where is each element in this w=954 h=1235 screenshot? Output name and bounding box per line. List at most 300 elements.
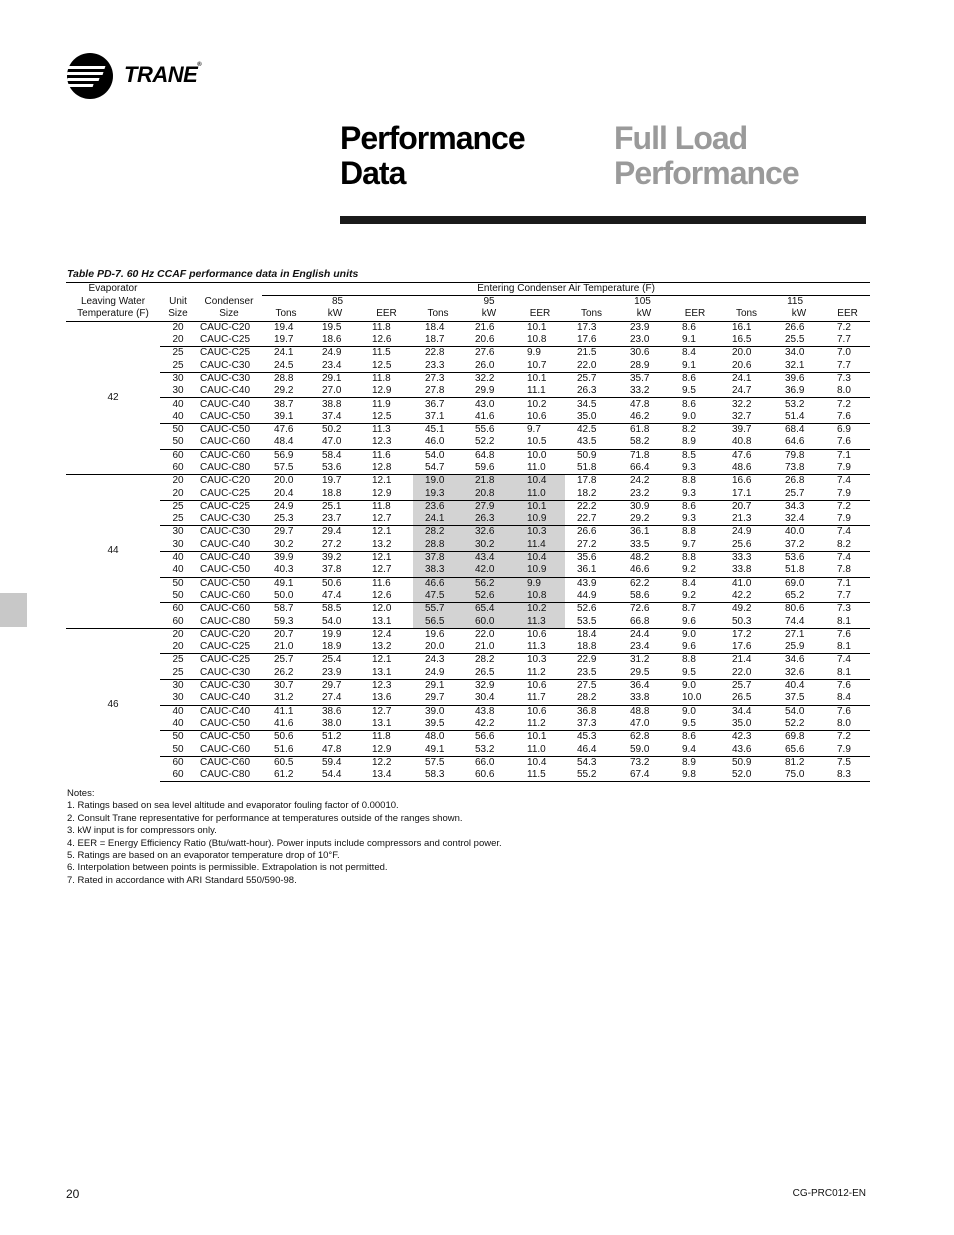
cell-value: 12.6 xyxy=(372,589,392,601)
cell-value: 22.7 xyxy=(577,513,597,525)
cell-value: 17.8 xyxy=(565,475,618,488)
cell-condenser-size: CAUC-C30 xyxy=(196,526,262,539)
cell-value: 18.7 xyxy=(425,334,445,346)
cell-unit-size: 20 xyxy=(160,475,196,488)
cell-value: 18.6 xyxy=(322,334,342,346)
cell-unit-size: 40 xyxy=(172,717,184,729)
cell-value: 11.2 xyxy=(527,666,546,678)
cell-condenser-size: CAUC-C40 xyxy=(200,538,251,550)
header-row-metrics xyxy=(66,308,870,321)
cell-value: 10.1 xyxy=(515,372,565,385)
cell-value: 22.0 xyxy=(732,666,752,678)
cell-condenser-size: CAUC-C30 xyxy=(196,679,262,692)
cell-value: 29.9 xyxy=(475,385,495,397)
cell-value: 27.1 xyxy=(773,628,825,641)
cell-value: 53.5 xyxy=(577,615,597,627)
cell-unit-size: 20 xyxy=(160,628,196,641)
cell-unit-size: 25 xyxy=(172,359,184,371)
cell-value: 50.0 xyxy=(274,589,294,601)
cell-value: 28.9 xyxy=(630,359,650,371)
header-ambient-temperature: Entering Condenser Air Temperature (F) xyxy=(262,283,870,296)
cell-value: 9.4 xyxy=(682,743,696,755)
cell-value: 9.7 xyxy=(682,538,696,550)
cell-value: 10.4 xyxy=(515,551,565,564)
cell-value: 6.9 xyxy=(825,423,870,436)
cell-value: 58.3 xyxy=(413,769,463,782)
cell-value: 12.6 xyxy=(372,334,392,346)
cell-value: 52.2 xyxy=(785,717,805,729)
cell-unit-size: 60 xyxy=(160,603,196,616)
cell-value: 11.1 xyxy=(527,385,546,397)
cell-value: 22.0 xyxy=(577,359,597,371)
cell-value: 9.8 xyxy=(670,769,720,782)
cell-value: 20.0 xyxy=(425,641,445,653)
cell-value: 12.7 xyxy=(372,513,392,525)
document-code: CG-PRC012-EN xyxy=(792,1188,866,1199)
cell-value: 11.8 xyxy=(360,321,413,334)
cell-value: 53.6 xyxy=(322,462,342,473)
header-tons: Tons xyxy=(262,308,310,321)
cell-value: 26.0 xyxy=(475,359,495,371)
cell-value: 8.1 xyxy=(837,666,851,678)
cell-value: 36.8 xyxy=(565,705,618,718)
table-row xyxy=(66,769,870,782)
cell-value: 47.0 xyxy=(630,717,650,729)
cell-value: 11.2 xyxy=(527,717,546,729)
cell-value: 54.0 xyxy=(322,615,342,627)
cell-value: 52.0 xyxy=(720,769,773,782)
cell-value: 64.6 xyxy=(785,436,805,448)
cell-value: 9.9 xyxy=(515,577,565,590)
cell-value: 72.6 xyxy=(618,603,670,616)
header-kw: kW xyxy=(310,308,360,321)
cell-value: 10.1 xyxy=(515,731,565,744)
cell-condenser-size: CAUC-C50 xyxy=(200,564,251,576)
cell-value: 12.9 xyxy=(372,385,392,397)
cell-unit-size: 50 xyxy=(160,423,196,436)
cell-unit-size: 60 xyxy=(172,462,184,473)
cell-value: 43.9 xyxy=(565,577,618,590)
cell-value: 8.4 xyxy=(670,347,720,360)
cell-value: 39.9 xyxy=(262,551,310,564)
header-evaporator-line2: Leaving Water xyxy=(80,295,146,307)
trane-logo-icon xyxy=(66,52,114,100)
cell-value: 7.1 xyxy=(825,449,870,462)
cell-value: 8.6 xyxy=(670,500,720,513)
cell-value: 66.4 xyxy=(630,462,650,473)
cell-value: 58.6 xyxy=(630,589,650,601)
cell-value: 48.2 xyxy=(618,551,670,564)
cell-value: 55.6 xyxy=(463,423,515,436)
cell-value: 56.5 xyxy=(413,615,463,628)
cell-value: 17.6 xyxy=(732,641,752,653)
cell-value: 8.4 xyxy=(837,692,851,704)
cell-unit-size: 60 xyxy=(172,615,184,627)
table-row xyxy=(66,743,870,756)
cell-value: 13.6 xyxy=(372,692,392,704)
cell-value: 12.5 xyxy=(372,359,392,371)
cell-value: 59.6 xyxy=(475,462,495,473)
cell-value: 51.8 xyxy=(577,462,597,473)
cell-value: 61.8 xyxy=(618,423,670,436)
cell-condenser-size: CAUC-C25 xyxy=(196,500,262,513)
cell-value: 13.4 xyxy=(360,769,413,782)
table-row xyxy=(66,462,870,475)
cell-value: 36.9 xyxy=(785,385,805,397)
cell-value: 23.9 xyxy=(618,321,670,334)
cell-value: 48.6 xyxy=(732,462,752,473)
cell-value: 9.6 xyxy=(682,641,696,653)
cell-value: 57.5 xyxy=(274,462,294,473)
trane-logo xyxy=(66,52,216,100)
cell-value: 57.5 xyxy=(413,756,463,769)
cell-value: 35.7 xyxy=(618,372,670,385)
cell-value: 23.9 xyxy=(322,666,342,678)
cell-value: 11.5 xyxy=(360,347,413,360)
cell-unit-size: 60 xyxy=(160,769,196,782)
cell-value: 28.2 xyxy=(413,526,463,539)
cell-value: 12.0 xyxy=(360,603,413,616)
cell-value: 54.4 xyxy=(310,769,360,782)
cell-value: 29.1 xyxy=(310,372,360,385)
header-unit-line2: Size xyxy=(160,308,196,321)
cell-value: 36.1 xyxy=(618,526,670,539)
cell-value: 11.7 xyxy=(527,692,546,704)
cell-value: 7.9 xyxy=(837,462,851,473)
cell-value: 19.5 xyxy=(310,321,360,334)
cell-unit-size: 50 xyxy=(160,577,196,590)
section-subtitle: Full Load Performance xyxy=(614,120,799,191)
cell-value: 54.3 xyxy=(565,756,618,769)
cell-value: 25.1 xyxy=(310,500,360,513)
cell-value: 38.8 xyxy=(310,398,360,411)
cell-value: 28.2 xyxy=(463,654,515,667)
cell-value: 56.9 xyxy=(262,449,310,462)
cell-unit-size: 40 xyxy=(172,564,184,576)
cell-value: 23.2 xyxy=(630,487,650,499)
cell-value: 54.0 xyxy=(413,449,463,462)
cell-value: 11.0 xyxy=(527,462,546,473)
cell-value: 9.5 xyxy=(682,717,696,729)
cell-value: 10.3 xyxy=(515,526,565,539)
cell-value: 11.5 xyxy=(515,769,565,782)
cell-value: 18.4 xyxy=(413,321,463,334)
table-row xyxy=(66,577,870,590)
cell-value: 7.6 xyxy=(825,705,870,718)
cell-value: 47.6 xyxy=(262,423,310,436)
cell-value: 39.2 xyxy=(310,551,360,564)
cell-value: 25.7 xyxy=(262,654,310,667)
brand-name: TRANE xyxy=(124,62,198,87)
cell-value: 11.3 xyxy=(527,641,546,653)
cell-value: 22.2 xyxy=(565,500,618,513)
cell-value: 19.9 xyxy=(310,628,360,641)
cell-value: 13.1 xyxy=(372,717,392,729)
cell-value: 21.0 xyxy=(274,641,294,653)
cell-value: 8.1 xyxy=(837,615,851,627)
cell-value: 25.4 xyxy=(310,654,360,667)
header-row-ambients xyxy=(66,296,870,309)
table-row xyxy=(66,615,870,628)
cell-value: 7.3 xyxy=(825,603,870,616)
cell-condenser-size: CAUC-C60 xyxy=(200,436,251,448)
cell-value: 9.3 xyxy=(682,462,696,473)
cell-value: 31.2 xyxy=(274,692,294,704)
cell-value: 23.4 xyxy=(322,359,342,371)
note-item: 5. Ratings are based on an evaporator temperature drop of 10°F. xyxy=(67,850,340,862)
cell-value: 24.9 xyxy=(720,526,773,539)
cell-value: 43.4 xyxy=(463,551,515,564)
cell-value: 12.1 xyxy=(360,475,413,488)
cell-value: 33.8 xyxy=(630,692,650,704)
cell-value: 46.6 xyxy=(413,577,463,590)
header-tons: Tons xyxy=(720,308,773,321)
table-row xyxy=(66,526,870,539)
cell-value: 62.8 xyxy=(618,731,670,744)
cell-value: 19.7 xyxy=(310,475,360,488)
cell-value: 10.9 xyxy=(515,564,565,577)
cell-value: 26.3 xyxy=(577,385,597,397)
table-row xyxy=(66,705,870,718)
cell-value: 7.6 xyxy=(825,628,870,641)
cell-unit-size: 30 xyxy=(160,679,196,692)
cell-value: 18.8 xyxy=(577,641,597,653)
cell-value: 11.8 xyxy=(360,372,413,385)
cell-value: 50.6 xyxy=(310,577,360,590)
cell-value: 81.2 xyxy=(773,756,825,769)
cell-value: 65.2 xyxy=(785,589,805,601)
header-row-ambient xyxy=(66,283,870,296)
cell-unit-size: 30 xyxy=(172,692,184,704)
cell-value: 47.0 xyxy=(322,436,342,448)
cell-condenser-size: CAUC-C80 xyxy=(196,769,262,782)
cell-value: 7.2 xyxy=(825,500,870,513)
cell-value: 32.4 xyxy=(785,513,805,525)
cell-value: 32.6 xyxy=(785,666,805,678)
cell-value: 80.6 xyxy=(773,603,825,616)
cell-value: 11.6 xyxy=(360,577,413,590)
cell-condenser-size: CAUC-C25 xyxy=(196,347,262,360)
cell-value: 54.7 xyxy=(425,462,445,473)
cell-value: 12.1 xyxy=(360,551,413,564)
cell-value: 11.3 xyxy=(360,423,413,436)
cell-unit-size: 40 xyxy=(160,705,196,718)
cell-value: 36.4 xyxy=(618,679,670,692)
cell-evaporator-temp: 42 xyxy=(107,391,119,403)
cell-value: 9.2 xyxy=(682,589,696,601)
cell-value: 10.7 xyxy=(527,359,547,371)
cell-value: 43.5 xyxy=(577,436,597,448)
cell-value: 32.2 xyxy=(720,398,773,411)
cell-value: 47.5 xyxy=(413,590,463,603)
cell-value: 24.4 xyxy=(618,628,670,641)
table-row xyxy=(66,487,870,500)
cell-value: 8.6 xyxy=(670,372,720,385)
cell-value: 29.7 xyxy=(425,692,445,704)
cell-value: 50.9 xyxy=(720,756,773,769)
cell-condenser-size: CAUC-C30 xyxy=(200,359,251,371)
header-eer: EER xyxy=(670,308,720,321)
cell-unit-size: 30 xyxy=(160,372,196,385)
cell-value: 61.2 xyxy=(262,769,310,782)
note-item: 4. EER = Energy Efficiency Ratio (Btu/watt-hour). Power inputs include compressors and control power. xyxy=(67,837,502,849)
cell-value: 8.8 xyxy=(670,551,720,564)
cell-value: 10.0 xyxy=(515,449,565,462)
cell-value: 24.9 xyxy=(310,347,360,360)
cell-value: 10.9 xyxy=(515,513,565,526)
cell-value: 20.6 xyxy=(475,334,495,346)
cell-value: 12.2 xyxy=(360,756,413,769)
cell-value: 7.8 xyxy=(837,564,851,576)
table-row xyxy=(66,731,870,744)
cell-value: 27.0 xyxy=(322,385,342,397)
cell-value: 65.4 xyxy=(463,603,515,616)
cell-value: 10.2 xyxy=(515,603,565,616)
cell-value: 29.4 xyxy=(310,526,360,539)
cell-value: 39.5 xyxy=(425,717,445,729)
cell-value: 24.1 xyxy=(413,513,463,526)
cell-value: 9.0 xyxy=(682,410,696,422)
cell-value: 24.5 xyxy=(274,359,294,371)
cell-value: 51.2 xyxy=(310,731,360,744)
cell-value: 37.5 xyxy=(785,692,805,704)
cell-value: 9.7 xyxy=(515,423,565,436)
cell-value: 10.8 xyxy=(515,590,565,603)
cell-value: 8.6 xyxy=(670,398,720,411)
notes xyxy=(67,788,767,887)
cell-value: 7.4 xyxy=(825,551,870,564)
cell-value: 34.6 xyxy=(773,654,825,667)
cell-value: 20.8 xyxy=(463,487,515,500)
cell-value: 11.3 xyxy=(515,615,565,628)
cell-value: 53.6 xyxy=(773,551,825,564)
cell-condenser-size: CAUC-C30 xyxy=(196,372,262,385)
cell-value: 7.6 xyxy=(837,410,851,422)
cell-value: 49.1 xyxy=(425,743,445,755)
cell-value: 32.9 xyxy=(463,679,515,692)
cell-value: 51.6 xyxy=(274,743,294,755)
cell-value: 60.6 xyxy=(463,769,515,782)
cell-value: 47.4 xyxy=(322,589,342,601)
cell-condenser-size: CAUC-C80 xyxy=(200,615,251,627)
cell-value: 47.6 xyxy=(720,449,773,462)
cell-unit-size: 20 xyxy=(172,487,184,499)
cell-value: 8.8 xyxy=(670,654,720,667)
cell-value: 41.0 xyxy=(720,577,773,590)
cell-value: 66.8 xyxy=(630,615,650,627)
cell-value: 18.9 xyxy=(322,641,342,653)
cell-value: 20.7 xyxy=(720,500,773,513)
cell-value: 23.5 xyxy=(577,666,597,678)
cell-value: 11.4 xyxy=(515,539,565,552)
cell-value: 47.8 xyxy=(322,743,342,755)
cell-value: 58.7 xyxy=(262,603,310,616)
cell-value: 17.1 xyxy=(732,487,752,499)
cell-value: 26.8 xyxy=(773,475,825,488)
cell-value: 49.2 xyxy=(720,603,773,616)
cell-unit-size: 50 xyxy=(172,589,184,601)
header-ambient-105: 105 xyxy=(565,296,720,309)
performance-table-body xyxy=(66,321,870,782)
cell-value: 10.1 xyxy=(515,500,565,513)
cell-value: 10.1 xyxy=(515,321,565,334)
cell-value: 35.0 xyxy=(732,717,752,729)
cell-condenser-size: CAUC-C40 xyxy=(196,398,262,411)
cell-value: 17.3 xyxy=(565,321,618,334)
cell-unit-size: 20 xyxy=(172,641,184,653)
cell-value: 50.2 xyxy=(310,423,360,436)
cell-value: 37.3 xyxy=(577,717,597,729)
cell-value: 27.8 xyxy=(425,385,445,397)
cell-unit-size: 20 xyxy=(160,321,196,334)
table-row xyxy=(66,654,870,667)
header-blank xyxy=(196,283,262,296)
cell-value: 7.5 xyxy=(825,756,870,769)
cell-value: 8.6 xyxy=(670,321,720,334)
cell-value: 21.6 xyxy=(463,321,515,334)
cell-value: 8.5 xyxy=(670,449,720,462)
cell-value: 24.9 xyxy=(262,500,310,513)
cell-value: 12.5 xyxy=(372,410,392,422)
cell-condenser-size: CAUC-C40 xyxy=(200,692,251,704)
table-row xyxy=(66,641,870,654)
cell-value: 59.3 xyxy=(274,615,294,627)
cell-value: 38.6 xyxy=(310,705,360,718)
cell-value: 13.1 xyxy=(372,666,392,678)
cell-value: 42.5 xyxy=(565,423,618,436)
table-row xyxy=(66,359,870,372)
cell-value: 52.2 xyxy=(475,436,495,448)
cell-value: 7.4 xyxy=(825,526,870,539)
cell-value: 64.8 xyxy=(463,449,515,462)
table-row xyxy=(66,398,870,411)
table-row xyxy=(66,513,870,526)
cell-value: 56.2 xyxy=(463,577,515,590)
table-row xyxy=(66,692,870,705)
cell-unit-size: 40 xyxy=(160,398,196,411)
cell-value: 16.5 xyxy=(732,334,752,346)
cell-value: 9.1 xyxy=(682,359,696,371)
cell-value: 16.1 xyxy=(720,321,773,334)
cell-condenser-size: CAUC-C30 xyxy=(200,666,251,678)
cell-value: 38.7 xyxy=(262,398,310,411)
cell-value: 40.8 xyxy=(732,436,752,448)
cell-value: 42.0 xyxy=(463,564,515,577)
table-row xyxy=(66,590,870,603)
cell-value: 8.2 xyxy=(670,423,720,436)
table-row xyxy=(66,347,870,360)
cell-value: 60.0 xyxy=(463,615,515,628)
cell-value: 21.3 xyxy=(732,513,752,525)
cell-value: 28.8 xyxy=(262,372,310,385)
cell-value: 12.3 xyxy=(360,679,413,692)
header-blank xyxy=(160,283,196,296)
cell-value: 29.5 xyxy=(630,666,650,678)
cell-value: 71.8 xyxy=(618,449,670,462)
cell-unit-size: 30 xyxy=(172,538,184,550)
cell-value: 8.2 xyxy=(837,538,851,550)
cell-value: 46.6 xyxy=(630,564,650,576)
cell-value: 55.2 xyxy=(565,769,618,782)
cell-value: 29.1 xyxy=(413,679,463,692)
cell-unit-size: 40 xyxy=(172,410,184,422)
note-item: 1. Ratings based on sea level altitude and evaporator fouling factor of 0.00010. xyxy=(67,800,399,812)
cell-value: 25.7 xyxy=(785,487,805,499)
cell-value: 56.6 xyxy=(463,731,515,744)
cell-value: 8.4 xyxy=(670,577,720,590)
cell-value: 59.4 xyxy=(310,756,360,769)
cell-value: 41.6 xyxy=(475,410,495,422)
